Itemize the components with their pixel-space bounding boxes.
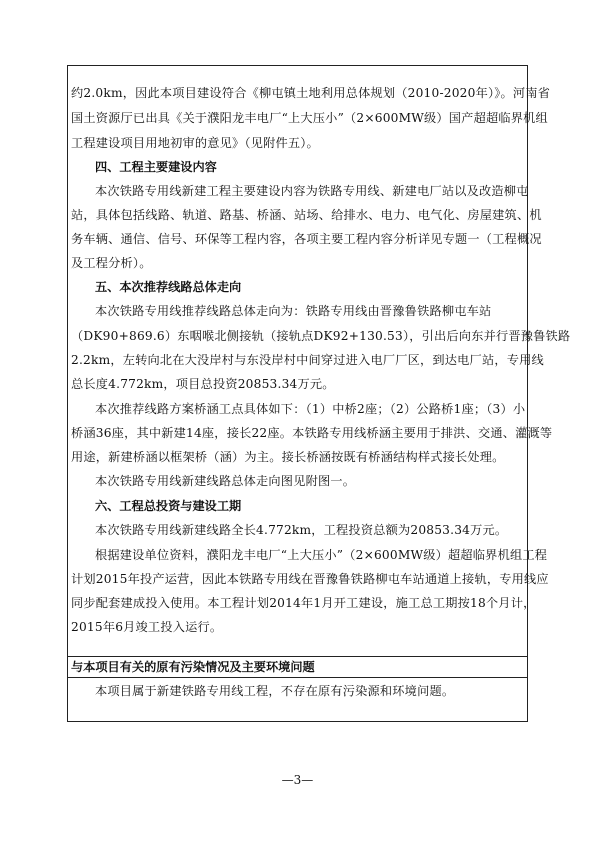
section-6-para2-line: 同步配套建成投入使用。本工程计划2014年1月开工建设，施工总工期按18个月计， bbox=[71, 596, 536, 610]
section-5-heading: 五、本次推荐线路总体走向 bbox=[95, 280, 242, 294]
section-5-para2-line: 本次推荐线路方案桥涵工点具体如下：（1）中桥2座；（2）公路桥1座；（3）小 bbox=[95, 402, 526, 416]
page-number: —3— bbox=[281, 773, 314, 787]
section-5-para1-line: （DK90+869.6）东咽喉北侧接轨（接轨点DK92+130.53），引出后向东并行晋豫鲁铁路 bbox=[71, 329, 571, 343]
section-5-para1-line: 2.2km，左转向北在大没岸村与东没岸村中间穿过进入电厂厂区，到达电厂站，专用线 bbox=[71, 353, 544, 367]
section-5-para3: 本次铁路专用线新建线路总体走向图见附图一。 bbox=[95, 474, 356, 488]
section-4-line: 及工程分析）。 bbox=[71, 256, 152, 270]
section-6-para2-line: 根据建设单位资料，濮阳龙丰电厂“上大压小”（2×600MW级）超超临界机组工程 bbox=[95, 548, 548, 562]
intro-line-1: 约2.0km，因此本项目建设符合《柳屯镇土地利用总体规划（2010-2020年）》。河南省 bbox=[71, 86, 551, 100]
section-5-para2-line: 桥涵36座，其中新建14座，接长22座。本铁路专用线桥涵主要用于排洪、交通、灌溉等 bbox=[71, 426, 553, 440]
section-divider bbox=[67, 656, 528, 657]
section-5-para2-line: 用途，新建桥涵以框架桥（涵）为主。接长桥涵按既有桥涵结构样式接长处理。 bbox=[71, 450, 505, 464]
section-7-text: 本项目属于新建铁路专用线工程，不存在原有污染源和环境问题。 bbox=[95, 684, 455, 698]
intro-line-3: 工程建设项目用地初审的意见》（见附件五）。 bbox=[71, 136, 319, 150]
section-6-heading: 六、工程总投资与建设工期 bbox=[95, 499, 242, 513]
section-6-para2-line: 计划2015年投产运营，因此本铁路专用线在晋豫鲁铁路柳屯车站通道上接轨，专用线应 bbox=[71, 572, 549, 586]
section-4-heading: 四、工程主要建设内容 bbox=[95, 160, 217, 174]
section-4-line: 站，具体包括线路、轨道、路基、桥涵、站场、给排水、电力、电气化、房屋建筑、机 bbox=[71, 208, 542, 222]
section-7-heading: 与本项目有关的原有污染情况及主要环境问题 bbox=[71, 660, 315, 674]
section-divider bbox=[67, 677, 528, 678]
section-6-para1: 本次铁路专用线新建线路全长4.772km，工程投资总额为20853.34万元。 bbox=[95, 523, 508, 537]
intro-line-2: 国土资源厅已出具《关于濮阳龙丰电厂“上大压小”（2×600MW级）国产超超临界机组 bbox=[71, 111, 548, 125]
section-6-para2-line: 2015年6月竣工投入运行。 bbox=[71, 620, 223, 634]
section-5-para1-line: 总长度4.772km，项目总投资20853.34万元。 bbox=[71, 377, 335, 391]
section-5-para1-line: 本次铁路专用线推荐线路总体走向为：铁路专用线由晋豫鲁铁路柳屯车站 bbox=[95, 304, 492, 318]
section-4-line: 务车辆、通信、信号、环保等工程内容，各项主要工程内容分析详见专题一（工程概况 bbox=[71, 232, 542, 246]
section-4-line: 本次铁路专用线新建工程主要建设内容为铁路专用线、新建电厂站以及改造柳屯 bbox=[95, 184, 529, 198]
